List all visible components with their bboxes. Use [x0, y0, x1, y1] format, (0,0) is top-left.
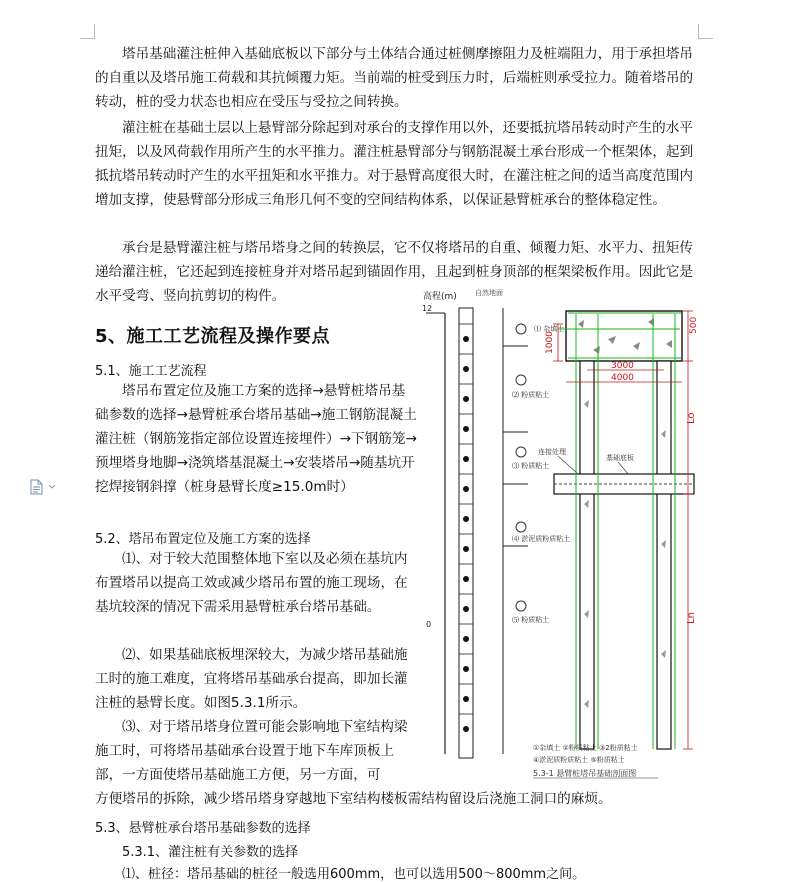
paragraph: ⑴、桩径：塔吊基础的桩径一般选用600mm，也可以选用500～800mm之间。 [122, 867, 586, 882]
elevation-top-label: 12 [422, 304, 433, 313]
elevation-zero-label: 0 [426, 620, 432, 629]
layer-label: ⑷ 淤泥质粉质粘土 [512, 535, 571, 543]
subsection-title: 5.2、塔吊布置定位及施工方案的选择 [95, 532, 311, 547]
dimension-label: Ln [686, 612, 697, 624]
layer-label: ⑴ 杂填土 [534, 325, 565, 333]
dimension-label: Lo [686, 412, 697, 424]
elevation-header: 高程(m) [423, 292, 457, 302]
figure-legend: ①杂填土 ②粉质粘土 ③2粉质粘土 [533, 744, 638, 752]
document-options-icon[interactable] [29, 479, 45, 495]
paragraph: ⑵、如果基础底板埋深较大，为减少塔吊基础施工时的施工难度，宜将塔吊基础承台提高，即加长灌注桩的悬臂长度。如图5.3.1所示。 [95, 647, 408, 711]
paragraph: 方便塔吊的拆除，减少塔吊塔身穿越地下室结构楼板需结构留设后浇施工洞口的麻烦。 [95, 791, 612, 807]
subsection-title: 5.3.1、灌注桩有关参数的选择 [122, 845, 299, 860]
paragraph: 灌注桩在基础土层以上悬臂部分除起到对承台的支撑作用以外，还要抵抗塔吊转动时产生的水平扭矩，以及风荷载作用所产生的水平推力。灌注桩悬臂部分与钢筋混凝土承台形成一个框架体，起到抵抗塔吊转动时产生的水平扭矩和水平推力。对于悬臂高度很大时，在灌注桩之间的适当高度范围内增加支撑，使悬臂部分形成三角形几何不变的空间结构体系，以保证悬臂桩承台的整体稳定性。 [95, 120, 694, 208]
paragraph: 承台是悬臂灌注桩与塔吊塔身之间的转换层，它不仅将塔吊的自重、倾覆力矩、水平力、扭矩传递给灌注桩，它还起到连接桩身并对塔吊起到锚固作用，且起到桩身顶部的框架梁板作用。因此它是水平受弯、竖向抗剪切的构件。 [95, 240, 694, 304]
ground-label: 自然地面 [475, 289, 503, 297]
section-heading: 5、施工工艺流程及操作要点 [95, 326, 331, 347]
layer-label: ⑶ 粉质粘土 [512, 462, 550, 470]
paragraph: 塔吊布置定位及施工方案的选择→悬臂桩塔吊基础参数的选择→悬臂桩承台塔吊基础→施工钢筋混凝土灌注桩（钢筋笼指定部位设置连接埋件）→下钢筋笼→预埋塔身地脚→浇筑塔基混凝土→安装塔吊→随基坑开挖焊接钢斜撑（桩身悬臂长度≥15.0m时） [95, 383, 417, 495]
pile-foundation-figure [418, 284, 700, 784]
paragraph: ⑶、对于塔吊塔身位置可能会影响地下室结构梁施工时，可将塔吊基础承台设置于地下车库顶板上部，一方面使塔吊基础施工方便，另一方面，可 [95, 719, 408, 783]
dimension-label: 500 [689, 316, 699, 334]
chevron-down-icon[interactable] [48, 484, 56, 490]
dimension-label: 4000 [611, 373, 634, 383]
paragraph: 塔吊基础灌注桩伸入基础底板以下部分与土体结合通过桩侧摩擦阻力及桩端阻力，用于承担塔吊的自重以及塔吊施工荷载和其抗倾覆力矩。当前端的桩受到压力时，后端桩则承受拉力。随着塔吊的转动，桩的受力状态也相应在受压与受拉之间转换。 [95, 46, 694, 110]
paragraph: ⑴、对于较大范围整体地下室以及必须在基坑内布置塔吊以提高工效或减少塔吊布置的施工现场，在基坑较深的情况下需采用悬臂桩承台塔吊基础。 [95, 551, 408, 615]
subsection-title: 5.1、施工工艺流程 [95, 364, 207, 379]
page-corner-mark [698, 24, 713, 39]
dimension-label: 1000 [545, 331, 555, 354]
figure-caption: 5.3-1 悬臂桩塔吊基础剖面图 [533, 769, 637, 778]
layer-label: ⑵ 粉质粘土 [512, 391, 550, 399]
dimension-label: 3000 [611, 361, 634, 371]
figure-legend: ④淤泥质粉质粘土 ⑤粉质粘土 [533, 756, 625, 764]
page-corner-mark [80, 24, 95, 39]
subsection-title: 5.3、悬臂桩承台塔吊基础参数的选择 [95, 821, 311, 836]
joint-label: 连接处理 [538, 448, 566, 456]
slab-label: 基础底板 [606, 454, 634, 462]
layer-label: ⑸ 粉质粘土 [512, 616, 550, 624]
